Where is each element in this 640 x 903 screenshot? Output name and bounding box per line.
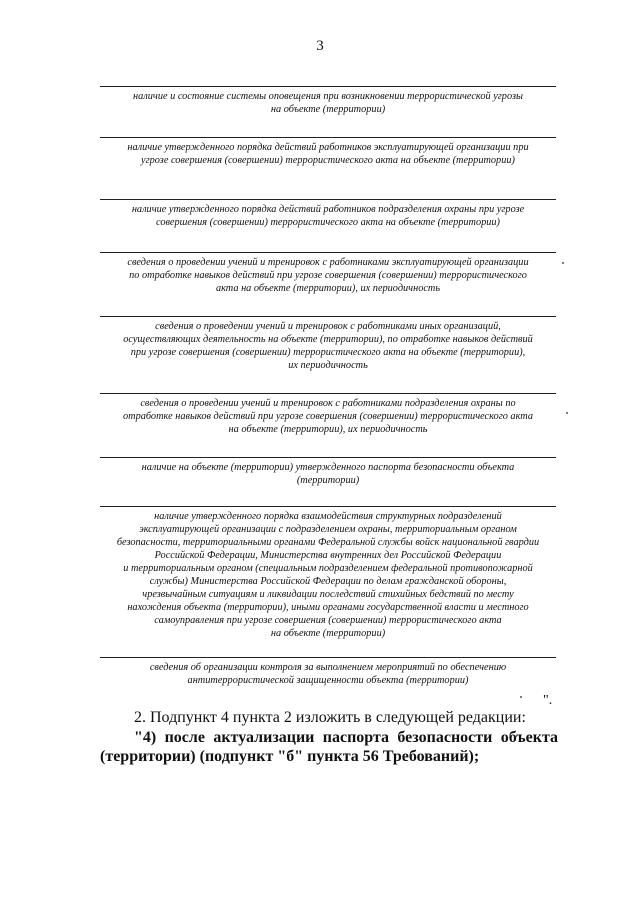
caption-line: наличие утвержденного порядка действий работников эксплуатирующей организации при [127,142,529,153]
caption-line: сведения о проведении учений и тренировок с работниками эксплуатирующей организации [127,257,529,268]
amendment-paragraph: 2. Подпункт 4 пункта 2 изложить в следующей редакции: [134,709,526,726]
fill-in-line [100,506,556,507]
form-field-staff-drills [100,252,556,295]
caption-line: на объекте (территории), их периодичность [228,424,428,435]
caption-line: отработке навыков действий при угрозе совершения (совершении) террористического акта [123,411,533,422]
field-caption [100,141,556,167]
field-caption [100,320,556,372]
scan-speck [520,696,522,698]
form-field-control-measures [100,657,556,687]
page-number: 3 [316,38,324,54]
fill-in-line [100,137,556,138]
form-field-staff-procedure [100,137,556,167]
caption-line: наличие на объекте (территории) утвержденного паспорта безопасности объекта [141,462,515,473]
form-field-interaction-procedure [100,506,556,640]
caption-line: по отработке навыков действий при угрозе совершения (совершении) террористического [129,270,527,281]
field-caption [100,397,556,436]
caption-line: при угрозе совершения (совершении) террористического акта на объекте (территории), [130,347,526,358]
field-caption [100,90,556,116]
fill-in-line [100,393,556,394]
form-field-notification-system [100,86,556,116]
form-field-guard-drills [100,393,556,436]
field-caption [100,256,556,295]
field-caption [100,510,556,640]
scan-speck [562,262,564,264]
fill-in-line [100,199,556,200]
fill-in-line [100,657,556,658]
fill-in-line [100,457,556,458]
caption-line: на объекте (территории) [270,628,386,639]
form-field-guard-procedure [100,199,556,229]
caption-line: на объекте (территории) [270,104,386,115]
caption-line: службы) Министерства Российской Федерации по делам гражданской обороны, [149,576,507,587]
caption-line: (территории) [296,475,360,486]
caption-line: и территориальным органом (специальным подразделением федеральной противопожарной [123,563,533,574]
fill-in-line [100,86,556,87]
caption-line: акта на объекте (территории), их периодичность [215,283,441,294]
field-caption [100,661,556,687]
caption-line: их периодичность [288,360,368,371]
field-caption [100,203,556,229]
form-field-other-org-drills [100,316,556,372]
caption-line: сведения об организации контроля за выполнением мероприятий по обеспечению [149,662,507,673]
closing-quote: ". [543,693,553,708]
caption-line: сведения о проведении учений и тренировок с работниками иных организаций, [155,321,501,332]
form-field-security-passport [100,457,556,487]
caption-line: угрозе совершения (совершении) террористического акта на объекте (территории) [141,155,515,166]
caption-line: антитеррористической защищенности объекта (территории) [187,675,469,686]
caption-line: безопасности, территориальными органами Федеральной службы войск национальной гвардии [116,537,540,548]
fill-in-line [100,316,556,317]
caption-line: эксплуатирующей организации с подразделением охраны, территориальным органом [139,524,517,535]
caption-line: нахождения объекта (территории), иными органами государственной власти и местного [127,602,529,613]
amended-text-paragraph: "4) после актуализации паспорта безопасности объекта (территории) (подпункт "б" пункта 56 Требований); [100,729,558,765]
caption-line: Российской Федерации, Министерства внутренних дел Российской Федерации [154,550,502,561]
caption-line: наличие и состояние системы оповещения при возникновении террористической угрозы [133,91,523,102]
caption-line: наличие утвержденного порядка взаимодействия структурных подразделений [154,511,502,522]
scan-speck [566,412,568,414]
caption-line: сведения о проведении учений и тренировок с работниками подразделения охраны по [140,398,516,409]
fill-in-line [100,252,556,253]
caption-line: самоуправления при угрозе совершения (совершении) террористического акта [154,615,502,626]
caption-line: совершения (совершении) террористического акта на объекте (территории) [156,217,500,228]
caption-line: наличие утвержденного порядка действий работников подразделения охраны при угрозе [131,204,525,215]
caption-line: осуществляющих деятельность на объекте (территории), по отработке навыков действий [123,334,533,345]
field-caption [100,461,556,487]
caption-line: чрезвычайным ситуациям и ликвидации последствий стихийных бедствий по месту [142,589,514,600]
